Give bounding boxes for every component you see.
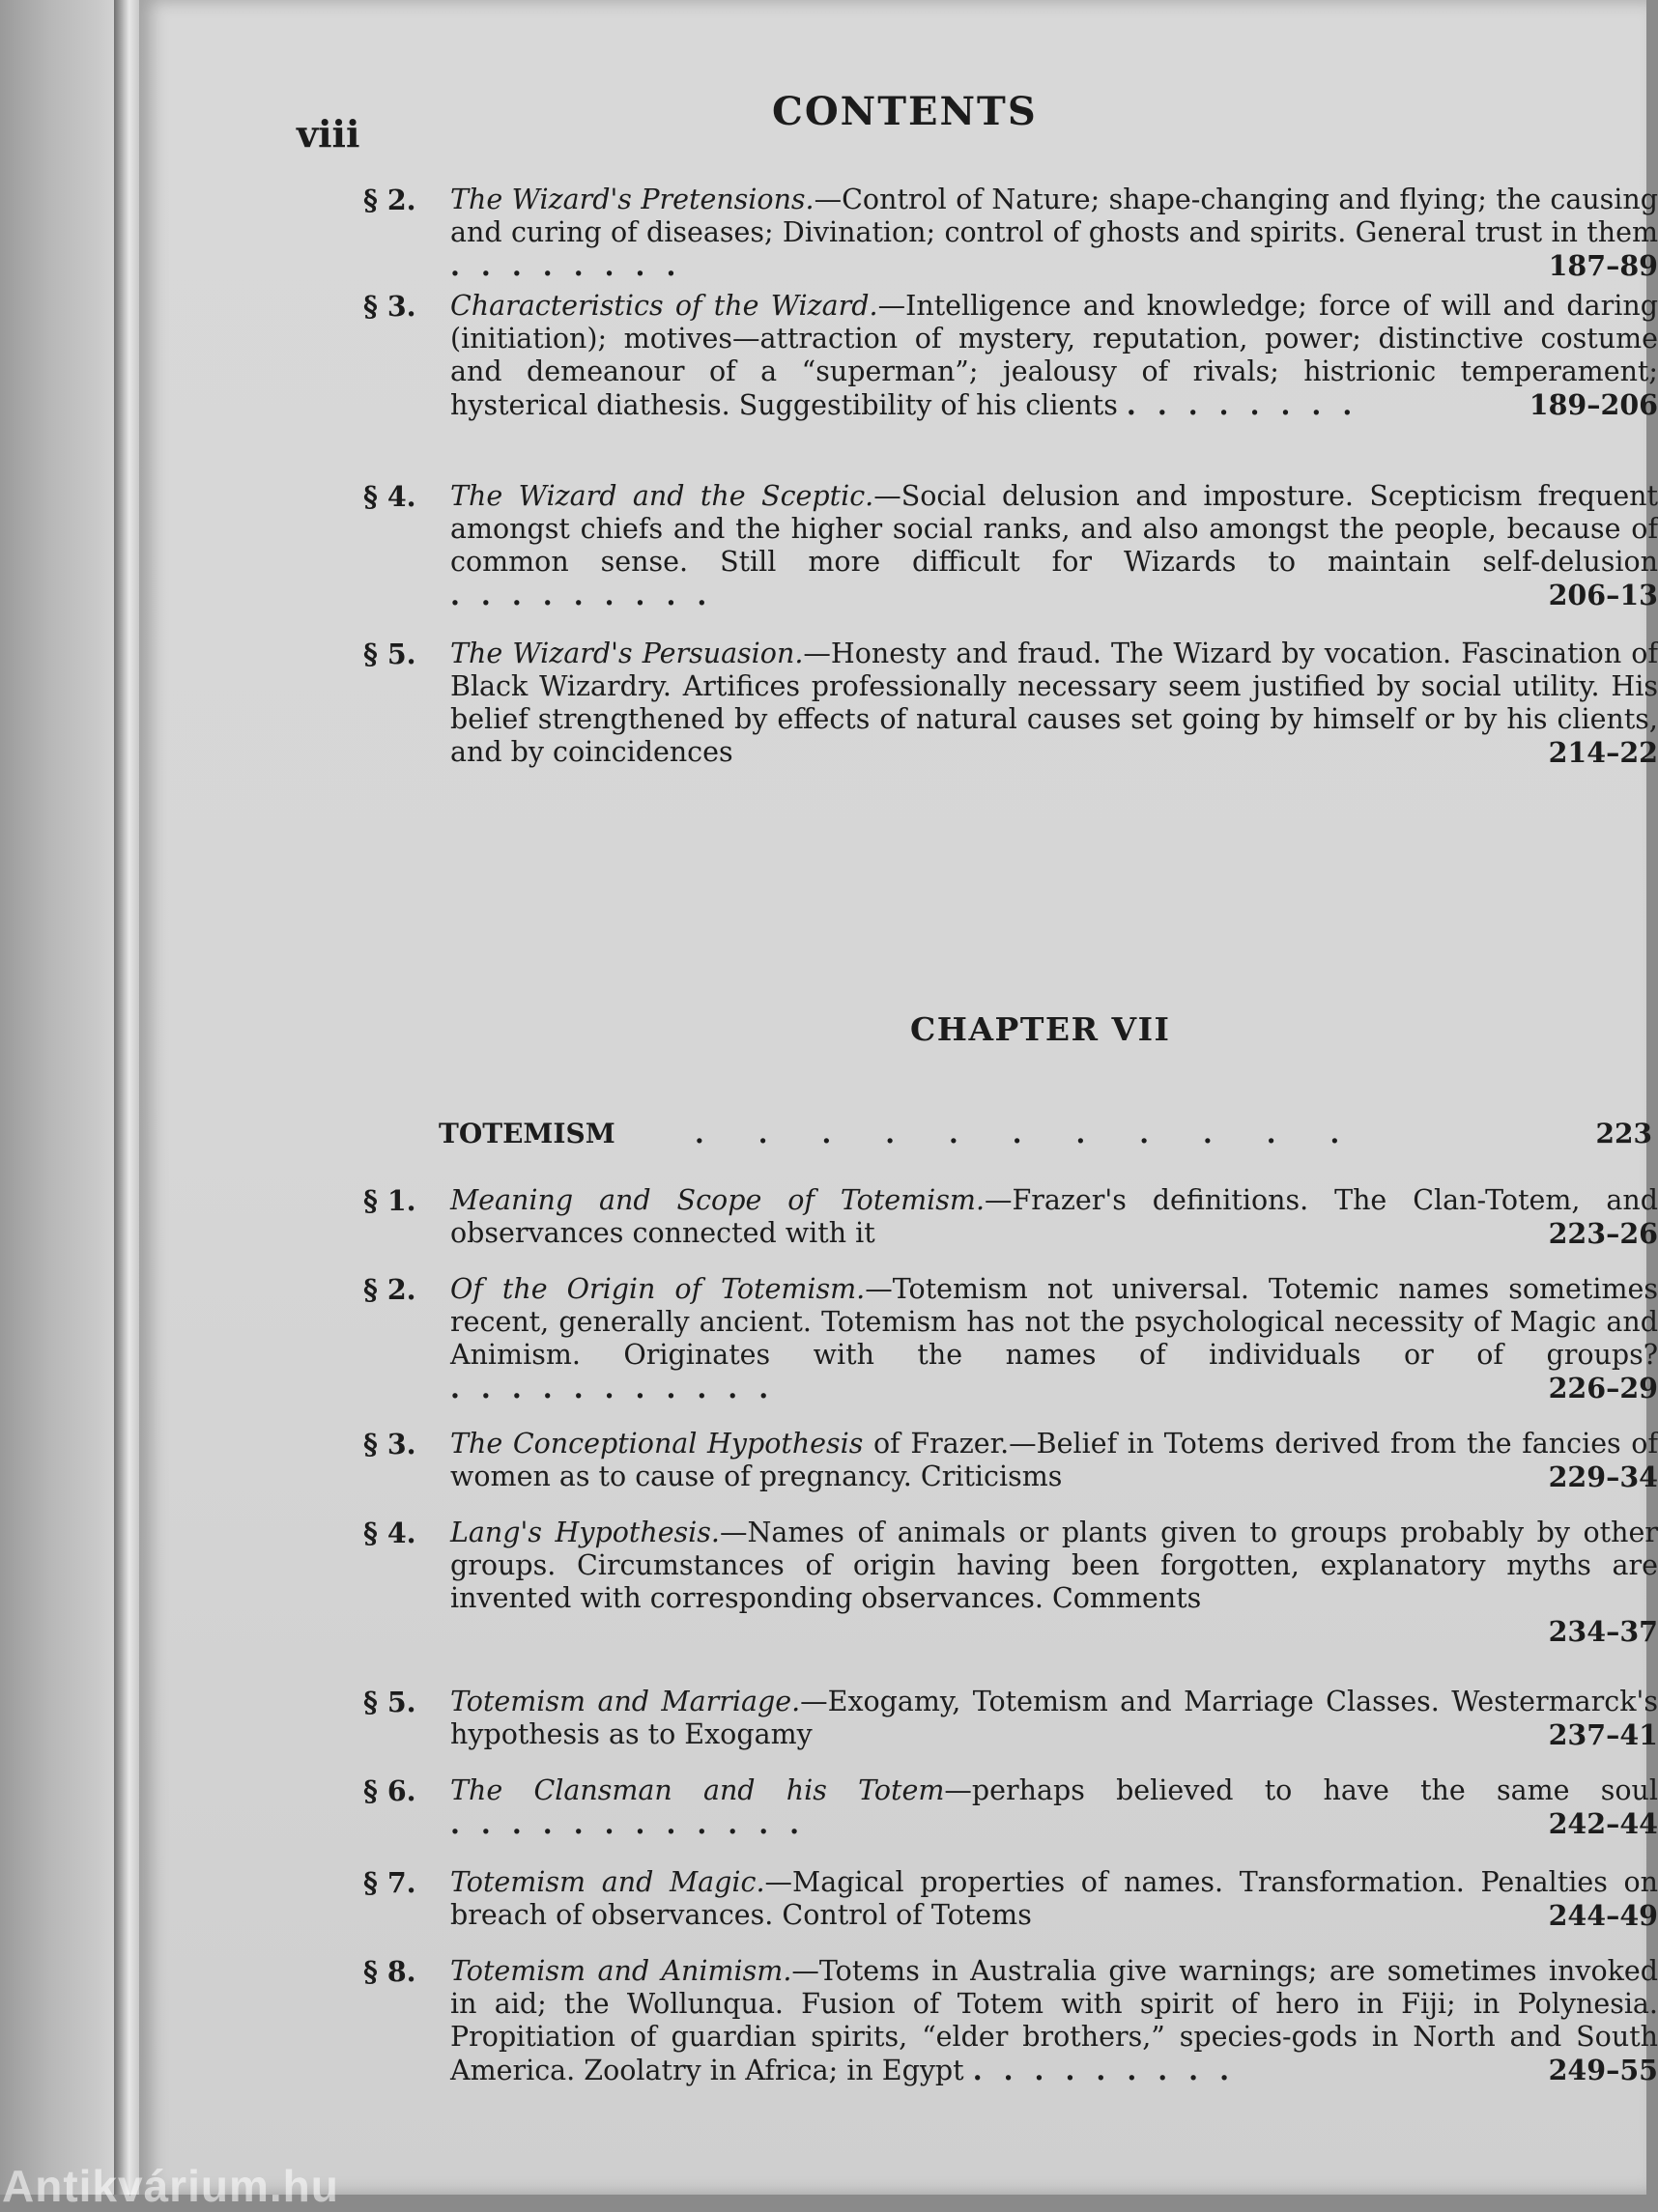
section-title: Of the Origin of Totemism. xyxy=(450,1273,866,1305)
section-number: § 2. xyxy=(363,1273,416,1306)
section-title: Totemism and Animism. xyxy=(450,1955,792,1987)
dot-leader: ......... xyxy=(450,579,729,611)
section-description: —Frazer's definitions. The Clan-Totem, and observances connected with it xyxy=(450,1184,1658,1249)
section-description: of Frazer.—Belief in Totems derived from the fancies of women as to cause of pregnancy. Criticisms xyxy=(450,1428,1658,1492)
page-range: 226–29 xyxy=(1548,1372,1658,1404)
section-description: —Control of Nature; shape-changing and flying; the causing and curing of diseases; Divination; control of ghosts and spirits. General trust in them xyxy=(450,184,1658,248)
section-title: The Wizard's Persuasion. xyxy=(450,638,804,669)
section-description: —Magical properties of names. Transformation. Penalties on breach of observances. Control of Totems xyxy=(450,1866,1658,1931)
page-range: 229–34 xyxy=(1548,1460,1658,1493)
background-surface xyxy=(0,0,130,2195)
watermark-text: Antikvárium.hu xyxy=(2,2161,339,2211)
page-range: 242–44 xyxy=(1548,1807,1658,1840)
toc-entry xyxy=(363,638,1658,769)
book-page xyxy=(139,0,1658,2195)
page-range: 249–55 xyxy=(1548,2054,1658,2086)
section-title: Totemism and Marriage. xyxy=(450,1686,801,1717)
section-number: § 5. xyxy=(363,1686,416,1718)
section-title: The Conceptional Hypothesis xyxy=(450,1428,864,1460)
section-description: —Names of animals or plants given to groups probably by other groups. Circumstances of origin having been forgotten, explanatory myths are invented with corresponding observances. Comments xyxy=(450,1517,1658,1614)
chapter-page: 223 xyxy=(1595,1118,1652,1149)
page-edge xyxy=(114,0,139,2195)
section-title: Totemism and Magic. xyxy=(450,1866,765,1898)
dot-leader: ............ xyxy=(450,1807,821,1840)
section-number: § 4. xyxy=(363,1517,416,1549)
section-number: § 5. xyxy=(363,638,416,670)
dot-leader: ........ xyxy=(450,249,698,282)
section-title: Lang's Hypothesis. xyxy=(450,1517,720,1548)
toc-entry xyxy=(363,1184,1658,1250)
section-number: § 3. xyxy=(363,290,416,323)
dot-leader: ........... xyxy=(695,1118,1394,1149)
section-description: —Exogamy, Totemism and Marriage Classes. Westermarck's hypothesis as to Exogamy xyxy=(450,1686,1658,1750)
page-range: 206–13 xyxy=(1548,579,1658,611)
page-range: 244–49 xyxy=(1548,1899,1658,1932)
section-description: —Honesty and fraud. The Wizard by vocation. Fascination of Black Wizardry. Artifices professionally necessary seem justified by social utility. His belief strengthened by effects of natural causes set going by himself or by his clients, and by coincidences xyxy=(450,638,1658,768)
chapter-heading: CHAPTER VII xyxy=(910,1010,1171,1048)
section-number: § 6. xyxy=(363,1774,416,1807)
page-range: 189–206 xyxy=(1529,388,1658,421)
section-description: —Totems in Australia give warnings; are sometimes invoked in aid; the Wollunqua. Fusion of Totem with spirit of hero in Fiji; in Polynesia. Propitiation of guardian spirits, “elder brothers,” species-gods in North and South America. Zoolatry in Africa; in Egypt xyxy=(450,1955,1658,2086)
page-title: CONTENTS xyxy=(772,89,1038,134)
toc-entry xyxy=(363,1686,1658,1751)
section-title: Characteristics of the Wizard. xyxy=(450,290,878,322)
section-description: —Social delusion and imposture. Scepticism frequent amongst chiefs and the higher social ranks, and also amongst the people, because of common sense. Still more difficult for Wizards to maintain self-delusion xyxy=(450,480,1658,578)
chapter-title: TOTEMISM xyxy=(439,1118,615,1149)
section-number: § 8. xyxy=(363,1955,416,1988)
section-number: § 3. xyxy=(363,1428,416,1460)
running-head xyxy=(139,85,1646,156)
section-title: Meaning and Scope of Totemism. xyxy=(450,1184,985,1216)
section-description: —Intelligence and knowledge; force of will and daring (initiation); motives—attraction of mystery, reputation, power; distinctive costume and demeanour of a “superman”; jealousy of rivals; histrionic temperament; hysterical diathesis. Suggestibility of his clients xyxy=(450,290,1658,421)
chapter-title-row xyxy=(439,1118,1652,1149)
section-number: § 4. xyxy=(363,480,416,513)
toc-entry xyxy=(363,1866,1658,1932)
toc-entry xyxy=(363,290,1658,422)
toc-entry xyxy=(363,184,1658,283)
section-number: § 2. xyxy=(363,184,416,216)
toc-entry xyxy=(363,480,1658,612)
dot-leader: ......... xyxy=(972,2054,1251,2086)
toc-entry xyxy=(363,1428,1658,1493)
section-title: The Clansman and his Totem xyxy=(450,1774,945,1806)
page-range: 223–26 xyxy=(1548,1217,1658,1250)
section-description: —Totemism not universal. Totemic names sometimes recent, generally ancient. Totemism has not the psychological necessity of Magic and Animism. Originates with the names of individuals or of groups? xyxy=(450,1273,1658,1371)
dot-leader: ........ xyxy=(1126,388,1374,421)
section-number: § 7. xyxy=(363,1866,416,1899)
toc-entry xyxy=(363,1273,1658,1405)
toc-entry xyxy=(363,1517,1658,1648)
page-range: 214–22 xyxy=(1548,736,1658,769)
section-description: —perhaps believed to have the same soul xyxy=(944,1774,1658,1806)
section-number: § 1. xyxy=(363,1184,416,1217)
page-number: viii xyxy=(297,112,360,156)
toc-entry xyxy=(363,1774,1658,1841)
toc-entry xyxy=(363,1955,1658,2087)
section-title: The Wizard and the Sceptic. xyxy=(450,480,874,512)
page-range: 237–41 xyxy=(1548,1718,1658,1751)
section-title: The Wizard's Pretensions. xyxy=(450,184,815,215)
page-range: 187–89 xyxy=(1548,249,1658,282)
page-range: 234–37 xyxy=(1548,1615,1658,1648)
dot-leader: ........... xyxy=(450,1372,790,1404)
